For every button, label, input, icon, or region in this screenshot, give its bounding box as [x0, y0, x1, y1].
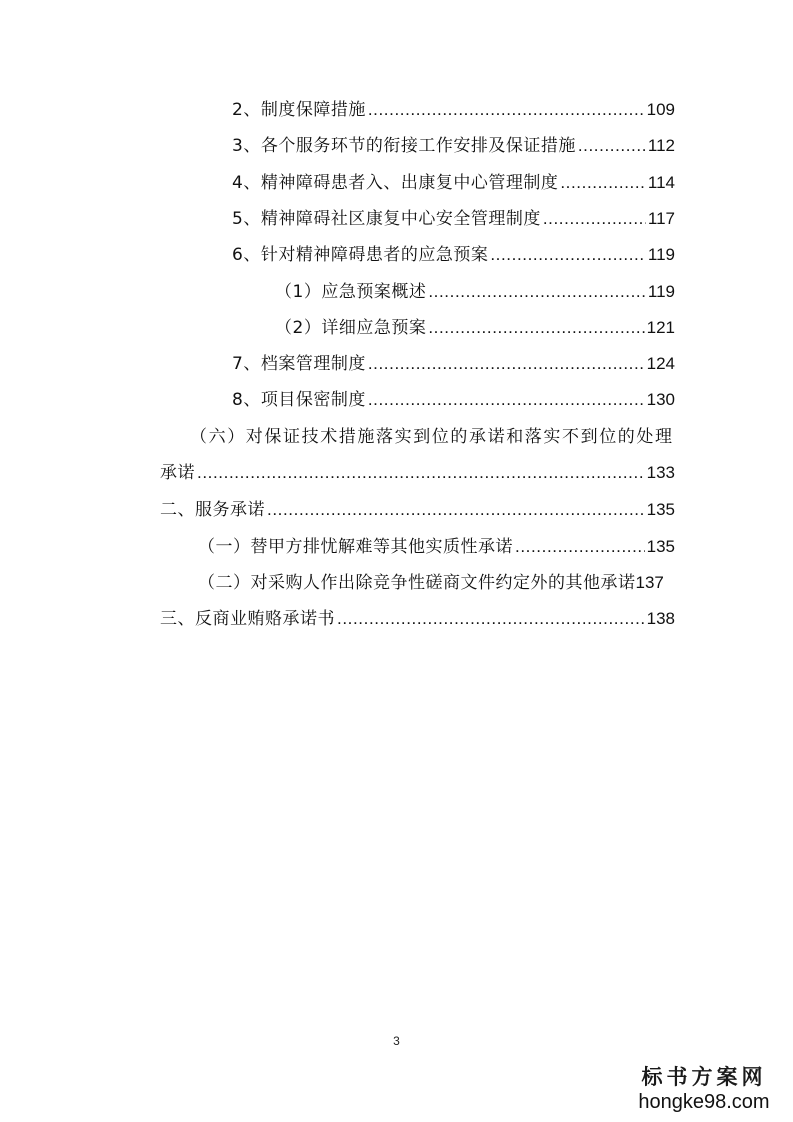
toc-leader-dots	[267, 498, 645, 522]
toc-entry-page: 130	[646, 390, 675, 409]
toc-entry-page: 119	[647, 282, 675, 301]
toc-entry-label: （2）详细应急预案	[275, 318, 427, 338]
page-number: 3	[393, 1034, 400, 1048]
watermark-logo	[629, 1064, 779, 1114]
toc-entry-label: 三、反商业贿赂承诺书	[160, 609, 335, 629]
toc-leader-dots	[428, 316, 644, 340]
toc-entry-page: 135	[646, 537, 675, 556]
toc-entry-label: 3、各个服务环节的衔接工作安排及保证措施	[232, 136, 576, 156]
toc-entry-heading[interactable]	[190, 425, 675, 449]
toc-entry-page: 117	[647, 209, 675, 228]
toc-entry[interactable]	[232, 171, 675, 195]
toc-entry-label: 5、精神障碍社区康复中心安全管理制度	[232, 209, 541, 229]
toc-entry[interactable]	[232, 352, 675, 376]
toc-entry-page: 137	[635, 573, 664, 592]
toc-entry-label: （二）对采购人作出除竞争性磋商文件约定外的其他承诺	[198, 573, 636, 593]
watermark-title: 标书方案网	[641, 1064, 767, 1089]
toc-leader-dots	[368, 352, 645, 376]
toc-entry[interactable]	[232, 388, 675, 412]
toc-leader-dots	[428, 280, 646, 304]
toc-entry-label: 承诺	[160, 463, 195, 483]
toc-entry-page: 109	[646, 100, 675, 119]
toc-leader-dots	[543, 207, 646, 231]
toc-entry-page: 124	[646, 354, 675, 373]
toc-entry-page: 121	[646, 318, 675, 337]
toc-leader-dots	[515, 535, 645, 559]
toc-entry[interactable]	[160, 461, 675, 485]
toc-entry[interactable]	[198, 535, 675, 559]
toc-entry-page: 138	[646, 609, 675, 628]
toc-entry-label: （1）应急预案概述	[275, 282, 427, 302]
toc-leader-dots	[368, 388, 645, 412]
toc-leader-dots	[578, 134, 646, 158]
toc-entry[interactable]	[232, 98, 675, 122]
toc-entry-page: 135	[646, 500, 675, 519]
toc-entry-page: 112	[647, 136, 675, 155]
watermark-url: hongke98.com	[638, 1091, 770, 1113]
toc-entry-label: 7、档案管理制度	[232, 354, 366, 374]
toc-entry-page: 133	[646, 463, 675, 482]
toc-entry[interactable]	[275, 316, 675, 340]
toc-entry-label: （一）替甲方排忧解难等其他实质性承诺	[198, 537, 513, 557]
toc-leader-dots	[337, 607, 645, 631]
toc-entry-label: 8、项目保密制度	[232, 390, 366, 410]
toc-entry-label: 2、制度保障措施	[232, 100, 366, 120]
toc-entry[interactable]	[232, 134, 675, 158]
toc-entry[interactable]	[275, 280, 675, 304]
toc-entry-label: 4、精神障碍患者入、出康复中心管理制度	[232, 173, 559, 193]
toc-leader-dots	[197, 461, 645, 485]
toc-entry[interactable]	[160, 607, 675, 631]
toc-entry[interactable]	[232, 243, 675, 267]
toc-entry[interactable]	[160, 498, 675, 522]
toc-entry[interactable]	[198, 571, 692, 595]
toc-entry-page: 119	[647, 245, 675, 264]
toc-entry-label: （六）对保证技术措施落实到位的承诺和落实不到位的处理	[190, 427, 674, 447]
toc-leader-dots	[490, 243, 646, 267]
toc-entry-page: 114	[647, 173, 675, 192]
toc-leader-dots	[368, 98, 645, 122]
toc-entry[interactable]	[232, 207, 675, 231]
toc-entry-label: 二、服务承诺	[160, 500, 265, 520]
toc-leader-dots	[560, 171, 646, 195]
toc-entry-label: 6、针对精神障碍患者的应急预案	[232, 245, 489, 265]
